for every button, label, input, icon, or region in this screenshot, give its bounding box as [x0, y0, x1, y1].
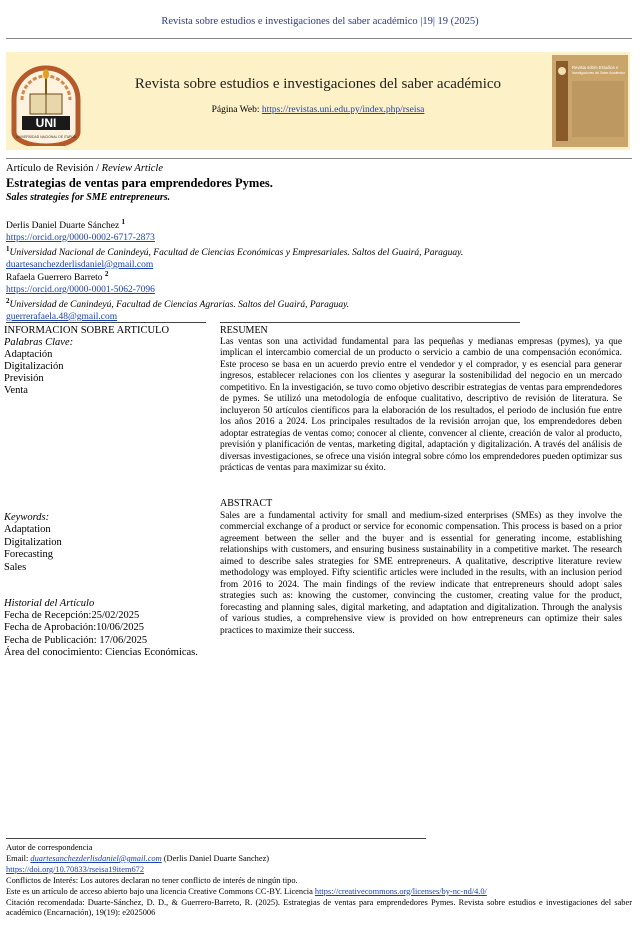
abstract-divider [220, 322, 520, 323]
author-block-1 [6, 217, 606, 271]
abstract-heading: ABSTRACT [220, 498, 273, 509]
history-published: Fecha de Publicación: 17/06/2025 [4, 634, 148, 646]
author-email-link[interactable]: duartesanchezderlisdaniel@gmail.com [6, 259, 154, 270]
journal-banner [6, 52, 630, 150]
author-orcid-link[interactable]: https://orcid.org/0000-0002-6717-2873 [6, 232, 155, 243]
author-block-2 [6, 269, 606, 323]
keyword-en: Adaptation [4, 524, 51, 536]
author-orcid-link[interactable]: https://orcid.org/0000-0001-5062-7096 [6, 284, 155, 295]
journal-logo-line2: Investigaciones del Saber Académico [572, 71, 625, 75]
author-affiliation: $^2$Universidad de Canindeyú, Facultad de Ciencias Agrarias. Saltos del Guairá, Paraguay. [6, 296, 350, 311]
history-received: Fecha de Recepción:25/02/2025 [4, 610, 140, 622]
keyword-es: Adaptación [4, 349, 53, 360]
keyword-es: Digitalización [4, 361, 64, 372]
author-email-link[interactable]: guerrerafaela.48@gmail.com [6, 311, 118, 322]
running-header: Revista sobre estudios e investigaciones del saber académico |19| 19 (2025) [161, 16, 479, 27]
keyword-en: Sales [4, 561, 27, 573]
article-info [4, 325, 209, 397]
keyword-es: Venta [4, 385, 28, 396]
website-label: Página Web: [211, 105, 260, 115]
info-divider [6, 322, 206, 323]
author-name: Derlis Daniel Duarte Sánchez $^1$ [6, 218, 126, 232]
website-link[interactable]: https://revistas.uni.edu.py/index.php/rseisa [261, 105, 425, 115]
footer-notes [6, 843, 632, 919]
keywords-en [4, 512, 209, 574]
header-divider [6, 38, 632, 39]
journal-title: Revista sobre estudios e investigaciones del saber académico [134, 76, 502, 92]
corresponding-email-link[interactable]: duartesanchezderlisdaniel@gmail.com [30, 853, 162, 863]
keyword-es: Previsión [4, 373, 44, 384]
logo-text: UNI [35, 116, 57, 130]
keywords-en-label: Keywords: [4, 512, 50, 523]
knowledge-area: Área del conocimiento: Ciencias Económicas. [4, 646, 198, 658]
article-title-en: Sales strategies for SME entrepreneurs. [6, 192, 171, 203]
resumen-heading: RESUMEN [220, 325, 268, 336]
keyword-en: Digitalization [4, 536, 62, 548]
license-statement: Este es un artículo de acceso abierto bajo una licencia Creative Commons CC-BY. Licencia https://creativecommons.org/licenses/by-nc-nd/4.0/ [6, 886, 487, 896]
history-label: Historial del Artículo [4, 598, 95, 609]
logo-caption: UNIVERSIDAD NACIONAL DE ITAPÚA [16, 135, 76, 139]
keywords-es-label: Palabras Clave: [4, 337, 74, 348]
banner-divider [6, 158, 632, 159]
resumen-text: Las ventas son una actividad fundamental para las pequeñas y medianas empresas (pymes), ya que implican el intercambio comercial de un producto o servicio a cambio de una compensación económica. Este proceso se basa en un acuerdo previo entre el vendedor y el comprador, y es esencial para generar ingresos, establecer relaciones con los clientes y asegurar la sostenibilidad del negocio en un mercado competitivo. En la investigación, se tuvo como objetivo describir estrategias de ventas para emprendedores de pymes. Se utilizó una metodología de enfoque cualitativo, descriptivo de revisión de literatura. Se incluyeron 50 artículos científicos para la elaboración de los resultados, el periodo de inclusión fue entre los años 2016 a 2024. Los principales resultados de la revisión arrojan que, los emprendedores deben adoptar estrategias de ventas como; conocer al cliente, convencer al cliente, creación de valor al producto, previsión y planificación de ventas, marketing digital, adaptación y digitalización. A través del análisis de diversas investigaciones, se ofrece una visión integral sobre cómo los emprendedores pueden optimizar sus prácticas de ventas para maximizar su éxito. [220, 337, 622, 473]
article-title: Estrategias de ventas para emprendedores Pymes. [6, 176, 273, 190]
article-type-en: Review Article [101, 163, 163, 174]
conflicts-of-interest: Conflictos de Interés: Los autores declaran no tener conflicto de interés de ningún tipo. [6, 875, 298, 885]
article-type-es: Artículo de Revisión / [6, 163, 100, 174]
abstract-text: Sales are a fundamental activity for small and medium-sized enterprises (SMEs) as they involve the commercial exchange of a product or service for economic compensation. This process is based on a prior agreement between the seller and the buyer and is essential for generating income, establishing relationships with customers, and ensuring business sustainability in a competitive market. The research aimed to describe sales strategies for SME entrepreneurs. A qualitative, descriptive literature review methodology was employed. Fifty scientific articles were included in the results, with an inclusion period from 2016 to 2024. The main findings of the review indicate that entrepreneurs should adopt sales strategies such as: knowing the customer, convincing the customer, creating value for the product, forecasting and planning sales, digital marketing, and adaptation and digitalization. Through the analysis of various studies, a comprehensive view is provided on how entrepreneurs can optimize their sales practices to maximize their success. [220, 511, 622, 636]
info-heading: INFORMACION SOBRE ARTICULO [4, 325, 170, 336]
license-link[interactable]: https://creativecommons.org/licenses/by-nc-nd/4.0/ [314, 886, 487, 896]
history-approved: Fecha de Aprobación:10/06/2025 [4, 622, 144, 634]
author-name: Rafaela Guerrero Barreto $^2$ [6, 270, 109, 284]
university-logo [8, 54, 84, 146]
footer-divider [6, 838, 426, 839]
recommended-citation: Citación recomendada: Duarte-Sánchez, D. D., & Guerrero-Barreto, R. (2025). Estrategias de ventas para emprendedores Pymes. Revista sobre estudios e investigaciones del saber académico (Encarnación), 19(19): e2025006 [6, 897, 632, 918]
corresponding-author-label: Autor de correspondencia [6, 843, 93, 852]
journal-logo [552, 55, 628, 147]
journal-website [110, 105, 526, 115]
article-type [6, 163, 163, 174]
keyword-en: Forecasting [4, 549, 53, 561]
journal-logo-line1: Revista sobre Estudios e [572, 65, 619, 70]
author-affiliation: $^1$Universidad Nacional de Canindeyú, Facultad de Ciencias Económicas y Empresariales. Saltos del Guairá, Paraguay. [6, 244, 464, 259]
corresponding-email: Email: duartesanchezderlisdaniel@gmail.com (Derlis Daniel Duarte Sanchez) [6, 853, 270, 863]
article-history [4, 598, 219, 659]
doi-link[interactable]: https://doi.org/10.70833/rseisa19item672 [6, 864, 145, 874]
